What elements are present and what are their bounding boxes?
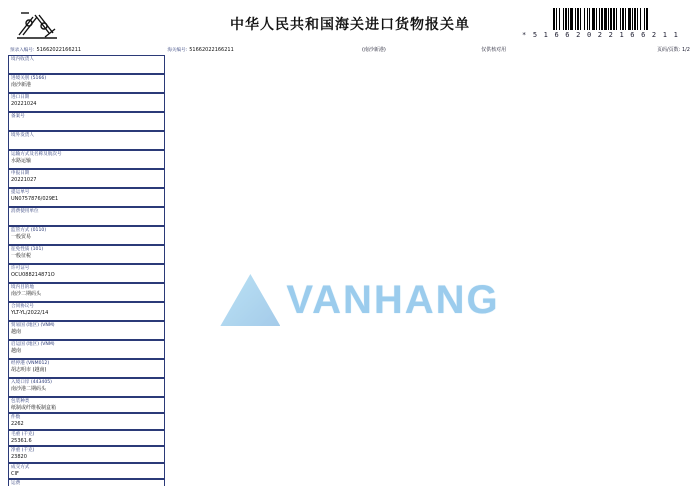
document-header xyxy=(8,6,692,46)
watermark-text: VANHANG xyxy=(286,277,500,322)
field-net-weight: 净重 (千克) 23820 xyxy=(8,446,165,462)
customs-no: 海关编号: 51662022166211 xyxy=(167,47,234,53)
field-entry-port: 入境口岸 (443405) 南沙港二期码头 xyxy=(8,378,165,397)
header-info-table xyxy=(8,46,692,55)
field-declare-date: 申报日期 20221027 xyxy=(8,169,165,188)
field-gross-weight: 毛重 (千克) 25361.6 xyxy=(8,430,165,446)
pre-entry-no: 预录入编号: 51662022166211 xyxy=(10,47,82,53)
field-trade-country: 贸易国 (地区) (VNM) 越南 xyxy=(8,321,165,340)
field-contract-no: 合同协议号 YLT-YL/2022/14 xyxy=(8,302,165,321)
barcode xyxy=(513,8,688,39)
field-record-no: 备案号 xyxy=(8,112,165,131)
field-packing-type: 包装种类 纸制或纤维板制盒箱 xyxy=(8,397,165,413)
field-origin-country: 启运国 (地区) (VNM) 越南 xyxy=(8,340,165,359)
field-bill-no: 提运单号 UN0757876/029E1 xyxy=(8,188,165,207)
field-transport-mode: 运输方式及名称及航次号 水路运输 xyxy=(8,150,165,169)
page-title: 中华人民共和国海关进口货物报关单 xyxy=(230,17,470,33)
field-consignee: 境内收货人 xyxy=(8,55,165,74)
field-consignor: 境外发货人 xyxy=(8,131,165,150)
field-consumer: 消费使用单位 xyxy=(8,207,165,226)
audit-note: 仅供核对用 xyxy=(481,47,507,53)
field-transit-port: 经停港 (VNM012) 胡志明市 (越南) xyxy=(8,359,165,378)
field-supervise-mode: 监管方式 (0110) 一般贸易 xyxy=(8,226,165,245)
field-import-port: 进境关别 (5166) 南沙新港 xyxy=(8,74,165,93)
field-import-date: 进口日期 20221024 xyxy=(8,93,165,112)
field-package-count: 件数 2262 xyxy=(8,413,165,429)
field-license-no: 许可证号 OCU088214871O xyxy=(8,264,165,283)
field-destination: 境内目的地 南沙二期码头 xyxy=(8,283,165,302)
party-info-table xyxy=(8,55,692,302)
port-note: (南沙新港) xyxy=(361,47,386,53)
field-levy-nature: 征免性质 (101) 一般征税 xyxy=(8,245,165,264)
packing-info-table xyxy=(8,397,692,486)
field-trade-terms: 成交方式 CIF xyxy=(8,463,165,479)
barcode-number: * 5 1 6 6 2 0 2 2 1 6 6 2 1 1 xyxy=(521,31,680,39)
page-indicator: 页码/页数: 1/2 xyxy=(656,47,690,53)
trade-info-table xyxy=(8,302,692,397)
field-freight: 运费 xyxy=(8,479,165,486)
